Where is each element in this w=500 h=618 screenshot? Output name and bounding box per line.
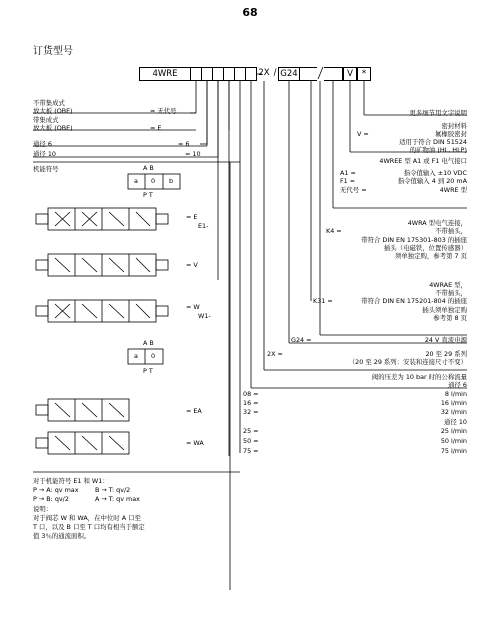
text-series-note: （20 至 29 系列：安装和连接尺寸不变） bbox=[348, 358, 467, 366]
code-k31: K31 = bbox=[313, 297, 333, 305]
text-a1: 指令值输入 ±10 VDC bbox=[403, 169, 467, 177]
text-series: 20 至 29 系列 bbox=[425, 350, 467, 358]
symbol-v-code: = V bbox=[186, 261, 198, 269]
text-size10-code: = 10 bbox=[185, 150, 201, 158]
text-symbol-title: 机能符号 bbox=[33, 165, 59, 173]
text-din51524: 适用于符合 DIN 51524 bbox=[399, 138, 467, 146]
code-slash: / bbox=[273, 68, 277, 78]
text-4wra-connection: 4WRA 型电气连接， bbox=[407, 219, 467, 227]
text-k4-noplug: 不带插头， bbox=[435, 227, 467, 235]
code-75: 75 = bbox=[243, 447, 259, 455]
footnote-at: A → T: qv max bbox=[95, 495, 140, 503]
text-with-obe: 带集成式 bbox=[33, 116, 59, 124]
text-obe2-code: = E bbox=[150, 124, 162, 132]
text-obe2: 放大板 (OBE) bbox=[33, 124, 73, 132]
spool-pos-02: 0 bbox=[151, 352, 156, 360]
text-obe-code: = 无代号 bbox=[150, 107, 177, 115]
text-32lmin: 32 l/min bbox=[440, 408, 467, 416]
text-25lmin: 25 l/min bbox=[440, 427, 467, 435]
text-obe: 放大板 (OBE) bbox=[33, 107, 73, 115]
text-16lmin: 16 l/min bbox=[440, 399, 467, 407]
text-ng6: 通径 6 bbox=[448, 381, 467, 389]
text-k31-din: 带符合 DIN EN 175201-804 的插座 bbox=[361, 297, 467, 305]
code-08: 08 = bbox=[243, 390, 259, 398]
text-k4-order: 须单独定购，参考第 7 页 bbox=[394, 252, 467, 260]
code-box-voltage: G24 bbox=[278, 67, 300, 81]
code-none: 无代号 = bbox=[340, 186, 367, 194]
text-size6-code: = 6 bbox=[178, 140, 190, 148]
text-fkm-seal: 氟橡胶密封 bbox=[435, 130, 467, 138]
symbol-w1-code: W1- bbox=[198, 312, 211, 320]
text-ng10: 通径 10 bbox=[444, 418, 467, 426]
footnote-bt: B → T: qv/2 bbox=[95, 486, 131, 494]
text-k31-page: 参考第 8 页 bbox=[433, 314, 467, 322]
note-line1: 对于阀芯 W 和 WA，在中位时 A 口至 bbox=[33, 514, 141, 522]
symbol-w-code: = W bbox=[186, 303, 200, 311]
code-box-extra: * bbox=[357, 67, 371, 81]
code-g24: G24 = bbox=[291, 336, 312, 344]
port-label-pt2: P T bbox=[143, 367, 153, 375]
text-50lmin: 50 l/min bbox=[440, 437, 467, 445]
code-f1: F1 = bbox=[340, 177, 356, 185]
spool-pos-b: b bbox=[169, 177, 174, 185]
footnote-pb: P → B: qv/2 bbox=[33, 495, 69, 503]
text-size10: 通径 10 bbox=[33, 150, 56, 158]
footnote-pa: P → A: qv max bbox=[33, 486, 79, 494]
text-8lmin: 8 l/min bbox=[444, 390, 467, 398]
text-more-details: 更多细节用文字说明 bbox=[409, 109, 467, 117]
text-k4-din: 带符合 DIN EN 175301-803 的插座 bbox=[361, 236, 467, 244]
text-4wre: 4WRE 型 bbox=[439, 186, 467, 194]
text-no-obe: 不带集成式 bbox=[33, 99, 65, 107]
symbol-ea-code: = EA bbox=[186, 407, 202, 415]
text-f1: 指令值输入 4 到 20 mA bbox=[397, 177, 467, 185]
code-v: V = bbox=[357, 130, 369, 138]
symbol-e1-code: E1- bbox=[198, 222, 209, 230]
spool-pos-a: a bbox=[134, 177, 138, 185]
text-seal-material: 密封材料 bbox=[441, 122, 467, 130]
note-title: 说明： bbox=[33, 505, 53, 513]
spool-pos-a2: a bbox=[134, 352, 138, 360]
code-2x: 2X = bbox=[267, 350, 283, 358]
text-k31-plug: 插头须单独定购 bbox=[422, 306, 467, 314]
port-label-ab: A B bbox=[143, 164, 154, 172]
text-75lmin: 75 l/min bbox=[440, 447, 467, 455]
code-k4: K4 = bbox=[326, 227, 342, 235]
text-k4-plug: 插头（电磁铁，位置传感器） bbox=[383, 244, 467, 252]
code-a1: A1 = bbox=[340, 169, 356, 177]
code-32: 32 = bbox=[243, 408, 259, 416]
port-label-pt: P T bbox=[143, 191, 153, 199]
section-title: 订货型号 bbox=[33, 46, 73, 57]
symbol-e-code: = E bbox=[186, 213, 198, 221]
symbol-wa-code: = WA bbox=[186, 439, 204, 447]
footnote-title: 对于机能符号 E1 和 W1： bbox=[33, 477, 109, 485]
page-number: 68 bbox=[242, 6, 258, 19]
code-50: 50 = bbox=[243, 437, 259, 445]
code-16: 16 = bbox=[243, 399, 259, 407]
code-box-type: 4WRE bbox=[139, 67, 191, 81]
text-nominal-flow: 阀的压差为 10 bar 时的公称流量 bbox=[371, 373, 467, 381]
note-line2: T 口，以及 B 口至 T 口均有相当于额定 bbox=[33, 523, 145, 531]
code-25: 25 = bbox=[243, 427, 259, 435]
spool-pos-0: 0 bbox=[151, 177, 156, 185]
code-box-seal: V bbox=[343, 67, 357, 81]
text-size6: 通径 6 bbox=[33, 140, 52, 148]
code-series: 2X bbox=[258, 68, 270, 78]
text-4wrae: 4WRAE 型， bbox=[429, 281, 467, 289]
note-line3: 值 3％的通流面积。 bbox=[33, 532, 91, 540]
text-k31-noplug: 不带插头， bbox=[435, 289, 467, 297]
text-g24: 24 V 直流电源 bbox=[424, 336, 467, 344]
text-4wree-interface: 4WREE 型 A1 或 F1 电气接口 bbox=[379, 157, 467, 165]
port-label-ab2: A B bbox=[143, 339, 154, 347]
text-mineral-oil: 的矿物油 (HL, HLP) bbox=[409, 146, 467, 154]
